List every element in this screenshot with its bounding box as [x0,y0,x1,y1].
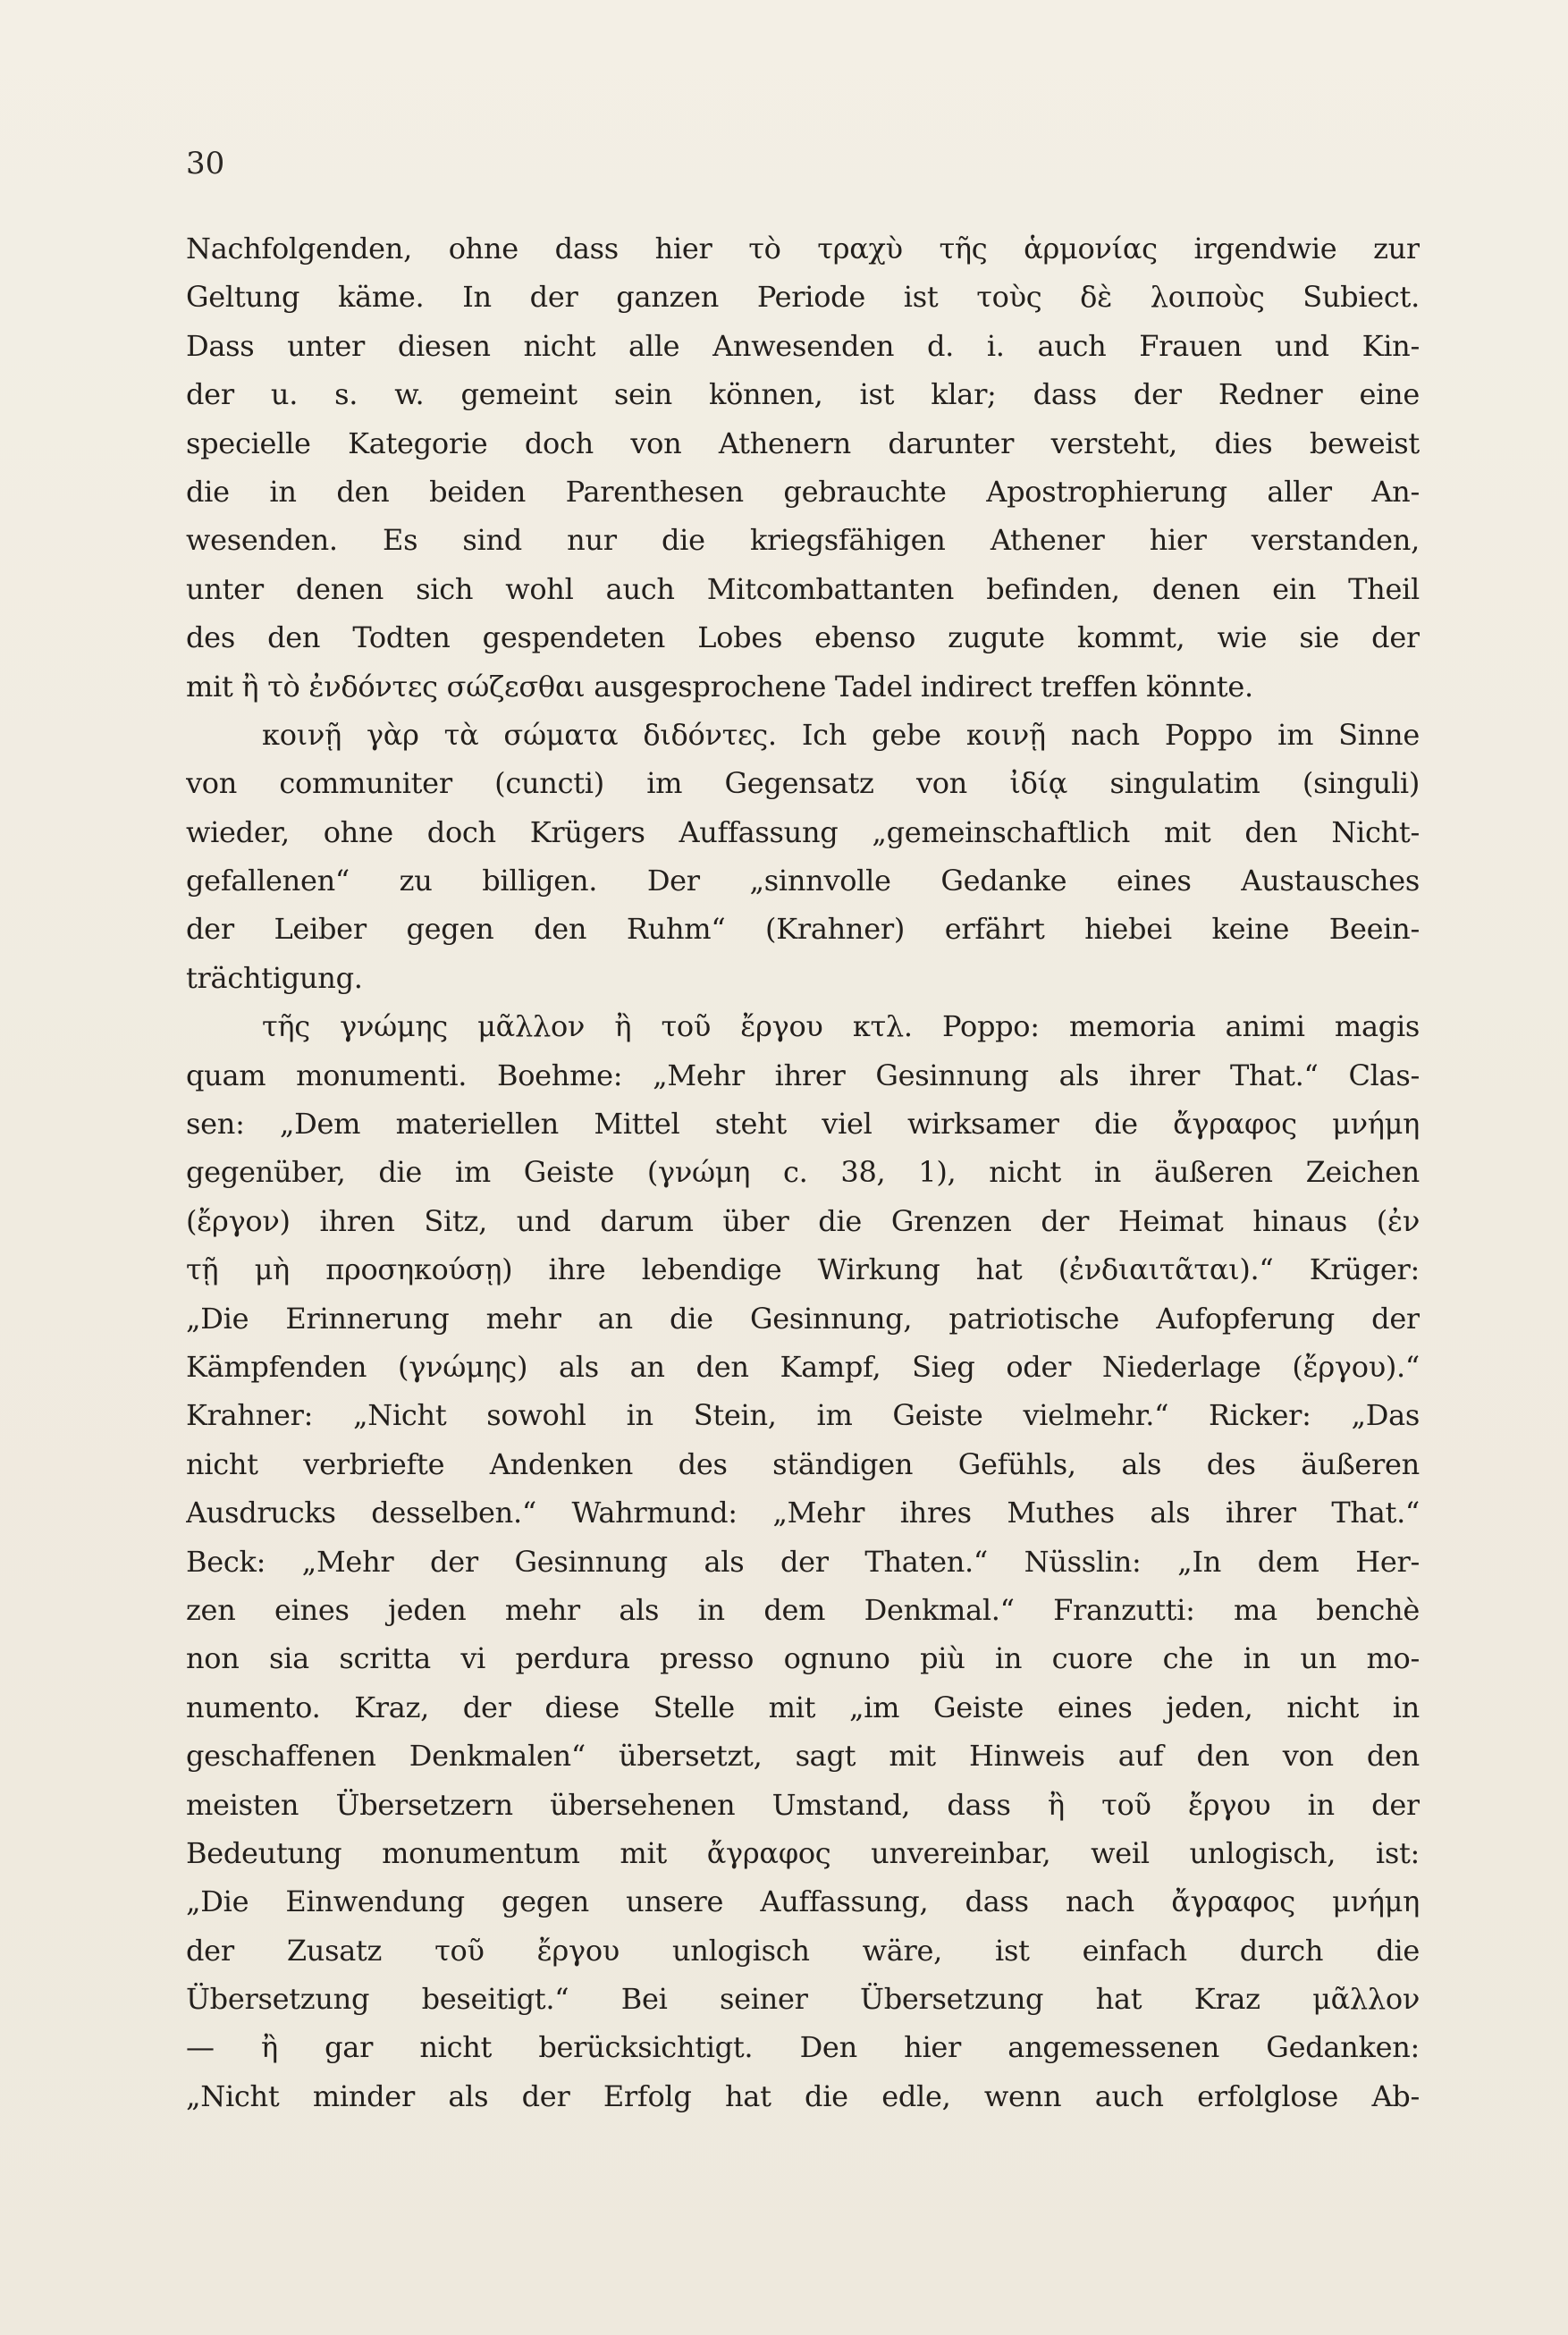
text-line: Übersetzung beseitigt.“ Bei seiner Übersetzung hat Kraz μᾶλλον [186,1982,1420,2017]
text-line: τῆς γνώμης μᾶλλον ἢ τοῦ ἔργου κτλ. Poppo: memoria animi magis [262,1009,1420,1044]
text-line: Bedeutung monumentum mit ἄγραφος unvereinbar, weil unlogisch, ist: [186,1835,1420,1870]
text-line: geschaffenen Denkmalen“ übersetzt, sagt mit Hinweis auf den von den [186,1739,1420,1774]
text-line: non sia scritta vi perdura presso ognuno più in cuore che in un mo- [186,1641,1420,1676]
text-line: mit ἢ τὸ ἐνδόντες σώζεσθαι ausgesprochene Tadel indirect treffen könnte. [186,669,1253,704]
text-line: unter denen sich wohl auch Mitcombattanten befinden, denen ein Theil [186,571,1420,606]
text-line: Dass unter diesen nicht alle Anwesenden d. i. auch Frauen und Kin- [186,328,1420,363]
text-line: gegenüber, die im Geiste (γνώμη c. 38, 1), nicht in äußeren Zeichen [186,1155,1420,1190]
text-line: zen eines jeden mehr als in dem Denkmal.“ Franzutti: ma benchè [186,1592,1420,1627]
text-line: Kämpfenden (γνώμης) als an den Kampf, Sieg oder Niederlage (ἔργου).“ [186,1349,1420,1384]
page-number: 30 [186,146,225,181]
text-line: quam monumenti. Boehme: „Mehr ihrer Gesinnung als ihrer That.“ Clas- [186,1058,1420,1092]
text-line: der Leiber gegen den Ruhm“ (Krahner) erfährt hiebei keine Beein- [186,912,1420,947]
text-line: Beck: „Mehr der Gesinnung als der Thaten.“ Nüsslin: „In dem Her- [186,1544,1420,1579]
text-line: wesenden. Es sind nur die kriegsfähigen Athener hier verstanden, [186,523,1420,558]
text-line: Geltung käme. In der ganzen Periode ist τοὺς δὲ λοιποὺς Subiect. [186,280,1420,315]
text-line: der u. s. w. gemeint sein können, ist klar; dass der Redner eine [186,377,1420,412]
text-line: „Nicht minder als der Erfolg hat die edle, wenn auch erfolglose Ab- [186,2078,1420,2113]
text-line: numento. Kraz, der diese Stelle mit „im Geiste eines jeden, nicht in [186,1690,1420,1724]
text-line: wieder, ohne doch Krügers Auffassung „gemeinschaftlich mit den Nicht- [186,814,1420,849]
text-line: des den Todten gespendeten Lobes ebenso zugute kommt, wie sie der [186,620,1420,655]
text-line: von communiter (cuncti) im Gegensatz von ἰδίᾳ singulatim (singuli) [186,766,1420,801]
text-line: gefallenen“ zu billigen. Der „sinnvolle Gedanke eines Austausches [186,864,1420,898]
text-line: die in den beiden Parenthesen gebrauchte Apostrophierung aller An- [186,474,1420,509]
text-line: trächtigung. [186,960,363,995]
body-text [186,224,1420,2120]
text-line: sen: „Dem materiellen Mittel steht viel wirksamer die ἄγραφος μνήμη [186,1107,1420,1142]
text-line: (ἔργον) ihren Sitz, und darum über die Grenzen der Heimat hinaus (ἐν [186,1203,1420,1238]
text-line: meisten Übersetzern übersehenen Umstand, dass ἢ τοῦ ἔργου in der [186,1787,1420,1822]
text-line: specielle Kategorie doch von Athenern darunter versteht, dies beweist [186,426,1420,460]
text-line: der Zusatz τοῦ ἔργου unlogisch wäre, ist einfach durch die [186,1933,1420,1968]
text-line: τῇ μὴ προσηκούσῃ) ihre lebendige Wirkung hat (ἐνδιαιτᾶται).“ Krüger: [186,1252,1420,1287]
text-line: — ἢ gar nicht berücksichtigt. Den hier angemessenen Gedanken: [186,2030,1420,2065]
text-line: nicht verbriefte Andenken des ständigen Gefühls, als des äußeren [186,1446,1420,1481]
text-line: Krahner: „Nicht sowohl in Stein, im Geiste vielmehr.“ Ricker: „Das [186,1398,1420,1433]
text-line: Nachfolgenden, ohne dass hier τὸ τραχὺ τῆς ἁρμονίας irgendwie zur [186,232,1420,266]
text-line: „Die Einwendung gegen unsere Auffassung, dass nach ἄγραφος μνήμη [186,1884,1420,1919]
text-line: „Die Erinnerung mehr an die Gesinnung, patriotische Aufopferung der [186,1301,1420,1336]
text-line: Ausdrucks desselben.“ Wahrmund: „Mehr ihres Muthes als ihrer That.“ [186,1496,1420,1530]
text-line: κοινῇ γὰρ τὰ σώματα διδόντες. Ich gebe κοινῇ nach Poppo im Sinne [262,717,1420,752]
